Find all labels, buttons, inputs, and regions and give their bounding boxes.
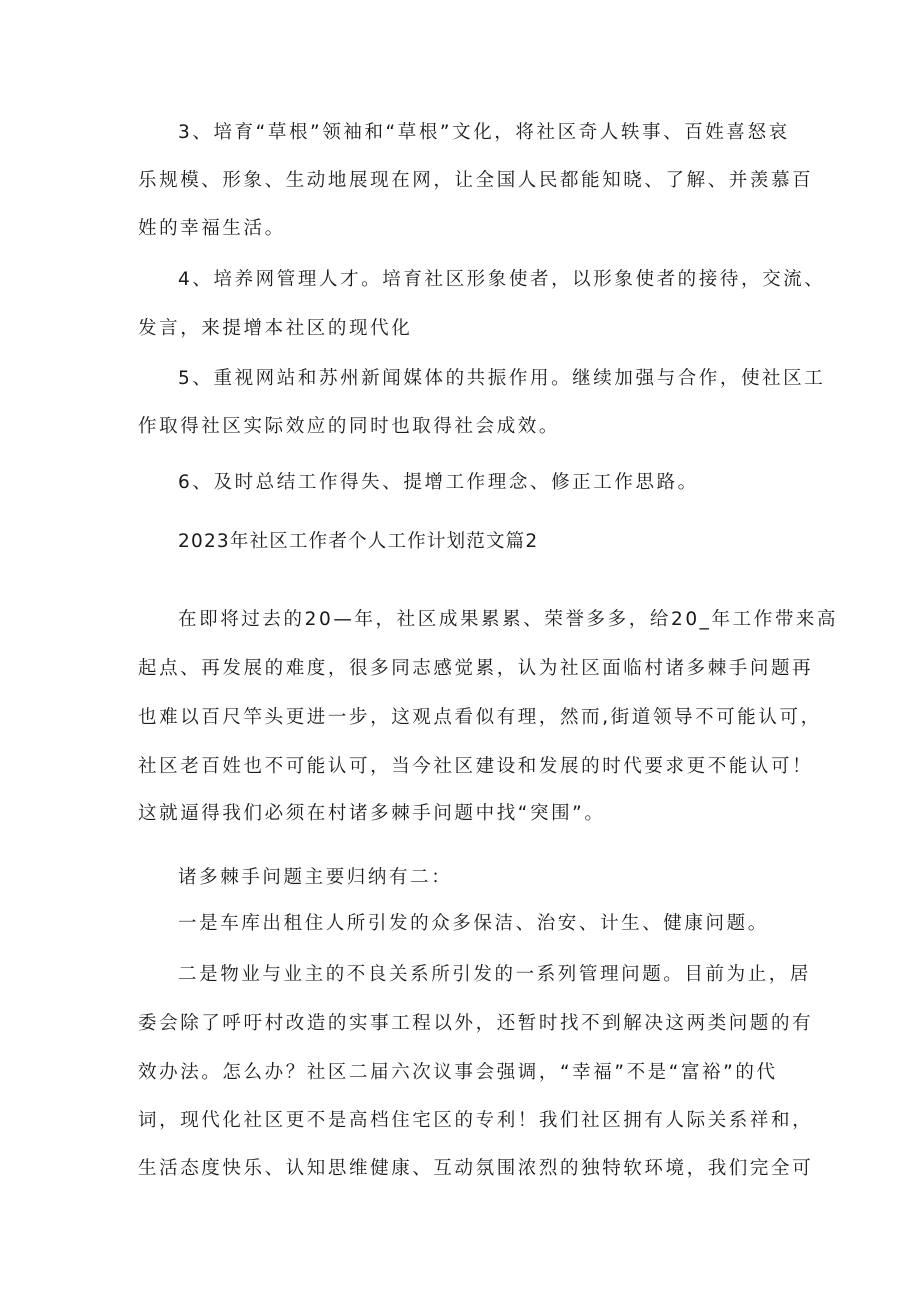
paragraph-line: 诸多棘手问题主要归纳有二： [178,867,453,888]
paragraph-line: 词，现代化社区更不是高档住宅区的专利！我们社区拥有人际关系祥和， [138,1110,814,1131]
paragraph-line: 5、重视网站和苏州新闻媒体的共振作用。继续加强与合作，使社区工 [178,368,826,389]
paragraph-line: 一是车库出租住人所引发的众多保洁、治安、计生、健康问题。 [178,913,769,934]
paragraph-line: 3、培育“草根”领袖和“草根”文化，将社区奇人轶事、百姓喜怒哀 [178,122,790,143]
paragraph-line: 二是物业与业主的不良关系所引发的一系列管理问题。目前为止，居 [178,964,812,985]
section-heading: 2023年社区工作者个人工作计划范文篇2 [178,531,539,552]
paragraph-line: 4、培养网管理人才。培育社区形象使者，以形象使者的接待，交流、 [178,269,826,290]
paragraph-line: 姓的幸福生活。 [138,218,286,239]
paragraph-line: 作取得社区实际效应的同时也取得社会成效。 [138,416,561,437]
paragraph-line: 社区老百姓也不可能认可，当今社区建设和发展的时代要求更不能认可！ [138,756,814,777]
paragraph-line: 委会除了呼吁村改造的实事工程以外，还暂时找不到解决这两类问题的有 [138,1013,814,1034]
paragraph-line: 发言，来提增本社区的现代化 [138,318,413,339]
paragraph-line: 起点、再发展的难度，很多同志感觉累，认为社区面临村诸多棘手问题再 [138,658,814,679]
paragraph-line: 也难以百尺竿头更进一步，这观点看似有理，然而,街道领导不可能认可， [138,707,822,728]
paragraph-line: 6、及时总结工作得失、提增工作理念、修正工作思路。 [178,472,699,493]
paragraph-line: 在即将过去的20—年，社区成果累累、荣誉多多，给20_年工作带来高 [178,609,839,630]
paragraph-line: 生活态度快乐、认知思维健康、互动氛围浓烈的独特软环境，我们完全可 [138,1158,814,1179]
paragraph-line: 效办法。怎么办？社区二届六次议事会强调，“幸福”不是“富裕”的代 [138,1062,778,1083]
paragraph-line: 这就逼得我们必须在村诸多棘手问题中找“突围”。 [138,803,606,824]
paragraph-line: 乐规模、形象、生动地展现在网，让全国人民都能知晓、了解、并羡慕百 [138,170,814,191]
